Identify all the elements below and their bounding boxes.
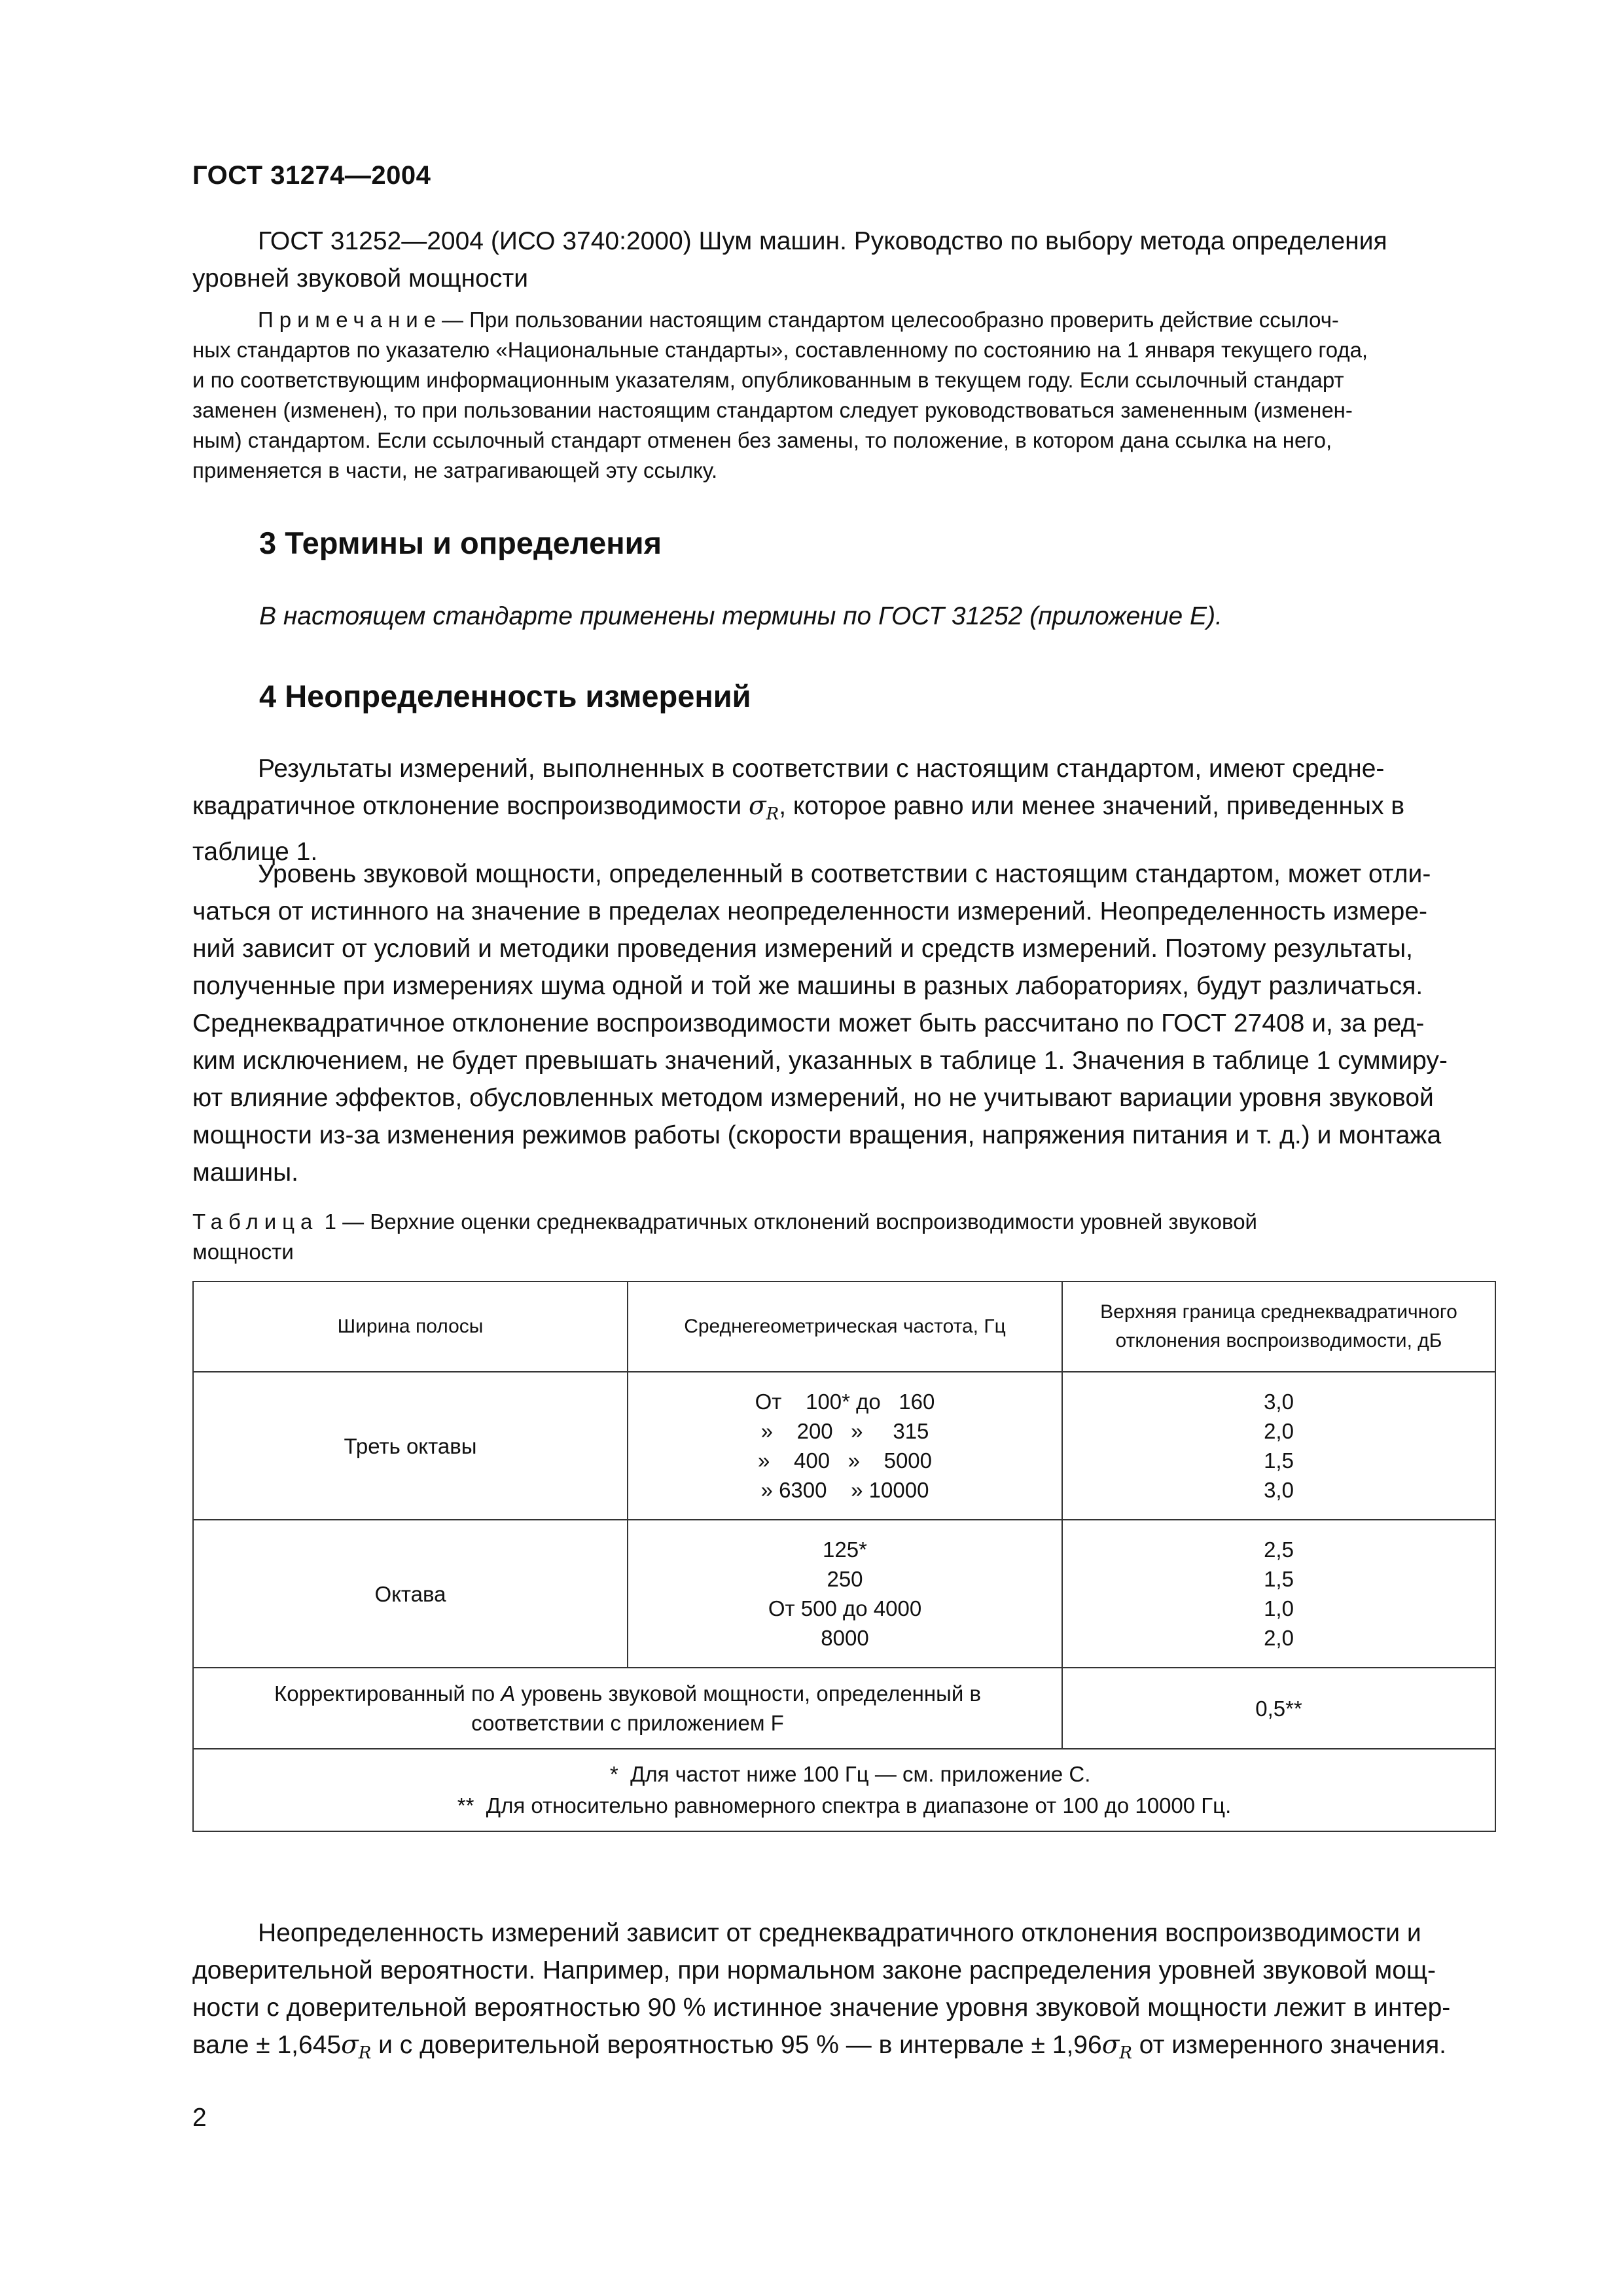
a-weighted-label (193, 1668, 1062, 1749)
values-octave (1062, 1520, 1495, 1668)
sigma-symbol: σ (341, 2030, 359, 2060)
reference-paragraph (192, 223, 1495, 297)
note-line-4: заменен (изменен), то при пользовании настоящим стандартом следует руководствоваться замененным (изменен- (192, 398, 1353, 422)
note-line-6: применяется в части, не затрагивающей эту ссылку. (192, 458, 718, 482)
table-caption (192, 1207, 1495, 1267)
band-third-octave: Треть октавы (193, 1372, 628, 1520)
final-line-4c: от измеренного значения. (1132, 2031, 1447, 2059)
table-caption-line-2: мощности (192, 1240, 294, 1264)
sigma-subscript: R (766, 804, 779, 824)
section-3-title: 3 Термины и определения (259, 526, 662, 560)
freq-cell: » 200 » 315 (760, 1419, 929, 1443)
s4p2-line-4: полученные при измерениях шума одной и той же машины в разных лабораториях, будут различаться. (192, 972, 1423, 1000)
footnote-1: * Для частот ниже 100 Гц — см. приложение С. (597, 1762, 1091, 1786)
s4p2-line-9: машины. (192, 1158, 298, 1187)
header-upper-bound: Верхняя граница среднеквадратичного отклонения воспроизводимости, дБ (1062, 1282, 1495, 1372)
table-footnotes (193, 1749, 1495, 1831)
table-row-third-octave (193, 1372, 1495, 1520)
freq-cell: » 6300 » 10000 (760, 1478, 929, 1502)
s4p2-line-1: Уровень звуковой мощности, определенный в соответствии с настоящим стандартом, может отли- (258, 860, 1431, 888)
value-cell: 2,0 (1264, 1626, 1294, 1650)
s4p2-line-7: ют влияние эффектов, обусловленных методом измерений, но не учитывают вариации уровня звуковой (192, 1084, 1434, 1112)
value-cell: 2,5 (1264, 1537, 1294, 1562)
values-third-octave (1062, 1372, 1495, 1520)
table-caption-number: 1 (324, 1210, 336, 1234)
table-header-row (193, 1282, 1495, 1372)
value-cell: 3,0 (1264, 1478, 1294, 1502)
note-line-3: и по соответствующим информационным указателям, опубликованным в текущем году. Если ссылочный стандарт (192, 368, 1344, 392)
a-weighted-letter: A (501, 1681, 516, 1706)
a-weighted-value: 0,5** (1062, 1668, 1495, 1749)
final-line-3: ности с доверительной вероятностью 90 % истинное значение уровня звуковой мощности лежит в интер- (192, 1994, 1451, 2022)
s4p2-line-2: чаться от истинного на значение в пределах неопределенности измерений. Неопределенность измере- (192, 897, 1428, 925)
s4p1-line-2-end: , которое равно или менее значений, приведенных в (779, 792, 1405, 820)
s4p2-line-3: ний зависит от условий и методики проведения измерений и средств измерений. Поэтому результаты, (192, 935, 1413, 963)
table-caption-text: — Верхние оценки среднеквадратичных отклонений воспроизводимости уровней звуковой (336, 1210, 1257, 1234)
s4p2-line-8: мощности из-за изменения режимов работы (скорости вращения, напряжения питания и т. д.) и монтажа (192, 1121, 1442, 1149)
final-line-2: доверительной вероятности. Например, при нормальном законе распределения уровней звуковой мощ- (192, 1956, 1436, 1984)
freq-cell: 8000 (821, 1626, 869, 1650)
freq-cell: » 400 » 5000 (757, 1448, 933, 1473)
s4p1-line-2-start: квадратичное отклонение воспроизводимости (192, 792, 742, 820)
freq-cell: От 500 до 4000 (768, 1596, 922, 1621)
s4p1-line-1: Результаты измерений, выполненных в соответствии с настоящим стандартом, имеют средне- (258, 755, 1385, 783)
final-paragraph (192, 1914, 1495, 2072)
final-line-4a: вале ± 1,645 (192, 2031, 342, 2059)
header-mean-frequency: Среднегеометрическая частота, Гц (628, 1282, 1062, 1372)
s4p2-line-5: Среднеквадратичное отклонение воспроизводимости может быть рассчитано по ГОСТ 27408 и, за ред- (192, 1009, 1425, 1037)
table-footnotes-row (193, 1749, 1495, 1831)
section-4-paragraph-2 (192, 855, 1495, 1191)
value-cell: 1,0 (1264, 1596, 1294, 1621)
note-line-2: ных стандартов по указателю «Национальные стандарты», составленному по состоянию на 1 января текущего года, (192, 338, 1368, 362)
final-line-4b: и с доверительной вероятностью 95 % — в интервале ± 1,96 (371, 2031, 1102, 2059)
section-4-title: 4 Неопределенность измерений (259, 679, 751, 713)
value-cell: 2,0 (1264, 1419, 1294, 1443)
page-number: 2 (192, 2104, 207, 2132)
table-row-a-weighted (193, 1668, 1495, 1749)
s4p1-line-3: таблице 1. (192, 838, 318, 866)
final-line-1: Неопределенность измерений зависит от среднеквадратичного отклонения воспроизводимости и (258, 1919, 1421, 1947)
table-caption-label: Таблица (192, 1210, 319, 1234)
freqs-third-octave (628, 1372, 1062, 1520)
value-cell: 3,0 (1264, 1390, 1294, 1414)
header-band-width: Ширина полосы (193, 1282, 628, 1372)
s4p2-line-6: ким исключением, не будет превышать значений, указанных в таблице 1. Значения в таблице 1 суммиру- (192, 1047, 1448, 1075)
freqs-octave (628, 1520, 1062, 1668)
value-cell: 1,5 (1264, 1567, 1294, 1591)
note-line-5: ным) стандартом. Если ссылочный стандарт отменен без замены, то положение, в котором дана ссылка на него, (192, 428, 1332, 452)
a-weighted-text-2: уровень звуковой мощности, определенный в (515, 1681, 981, 1706)
reproducibility-table (192, 1281, 1496, 1832)
table-row-octave (193, 1520, 1495, 1668)
note-label: Примечание (258, 308, 442, 332)
reference-line-1: ГОСТ 31252—2004 (ИСО 3740:2000) Шум машин. Руководство по выбору метода определения (258, 227, 1387, 255)
reference-line-2: уровней звуковой мощности (192, 264, 528, 293)
footnote-2: ** Для относительно равномерного спектра в диапазоне от 100 до 10000 Гц. (457, 1793, 1232, 1818)
note-line-1: — При пользовании настоящим стандартом целесообразно проверить действие ссылоч- (442, 308, 1339, 332)
value-cell: 1,5 (1264, 1448, 1294, 1473)
document-code-header: ГОСТ 31274—2004 (192, 161, 431, 190)
band-octave: Октава (193, 1520, 628, 1668)
freq-cell: От 100* до 160 (755, 1390, 935, 1414)
sigma-symbol: σ (1101, 2030, 1120, 2060)
a-weighted-text-1: Корректированный по (274, 1681, 501, 1706)
sigma-symbol: σ (748, 791, 766, 821)
a-weighted-text-3: соответствии с приложением F (471, 1711, 784, 1735)
freq-cell: 250 (827, 1567, 863, 1591)
sigma-subscript: R (358, 2043, 372, 2063)
section-4-paragraph-1 (192, 750, 1495, 870)
freq-cell: 125* (823, 1537, 867, 1562)
section-3-text: В настоящем стандарте применены термины по ГОСТ 31252 (приложение Е). (259, 602, 1222, 630)
note-block (192, 305, 1495, 486)
sigma-subscript: R (1119, 2043, 1132, 2063)
